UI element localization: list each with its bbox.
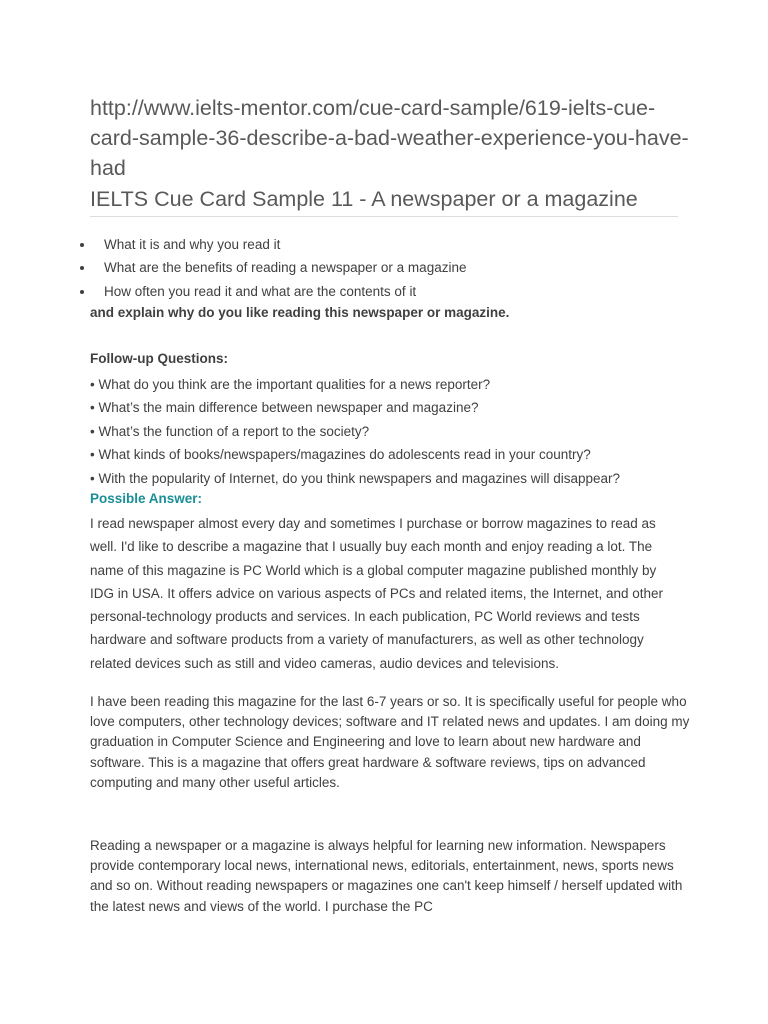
cue-point: What it is and why you read it [80, 233, 466, 256]
followup-question: • What do you think are the important qualities for a news reporter? [90, 377, 491, 392]
followup-questions [90, 373, 620, 490]
answer-paragraph: I read newspaper almost every day and sometimes I purchase or borrow magazines to read as well. I'd like to describe a magazine that I usually buy each month and enjoy reading a lot. The name of this magazine is PC World which is a global computer magazine published monthly by IDG in USA. It offers advice on various aspects of PCs and related items, the Internet, and other personal-technology products and services. In each publication, PC World reviews and tests hardware and software products from a variety of manufacturers, as well as other technology related devices such as still and video cameras, audio devices and televisions. [90, 516, 664, 671]
url-heading: http://www.ielts-mentor.com/cue-card-sample/619-ielts-cue-card-sample-36-describe-a-bad-weather-experience-you-have-had [90, 96, 689, 180]
cue-point: What are the benefits of reading a newspaper or a magazine [80, 256, 466, 279]
answer-paragraph: I have been reading this magazine for the last 6-7 years or so. It is specifically useful for people who love computers, other technology devices; software and IT related news and updates. I am doing my graduation in Computer Science and Engineering and love to learn about new hardware and software. This is a magazine that offers great hardware & software reviews, tips on advanced computing and many other useful articles. [90, 694, 690, 790]
cue-card-points [80, 233, 466, 303]
followup-question: • What kinds of books/newspapers/magazines do adolescents read in your country? [90, 447, 591, 463]
followup-heading: Follow-up Questions: [90, 351, 228, 366]
page-title: IELTS Cue Card Sample 11 - A newspaper or a magazine [90, 184, 678, 217]
possible-answer-heading: Possible Answer: [90, 491, 203, 506]
followup-question: • What’s the function of a report to the society? [90, 423, 370, 439]
followup-question: • With the popularity of Internet, do you think newspapers and magazines will disappear? [90, 470, 621, 486]
cue-point: How often you read it and what are the contents of it [80, 280, 466, 303]
followup-question: • What’s the main difference between newspaper and magazine? [90, 400, 479, 416]
cue-explain-line: and explain why do you like reading this newspaper or magazine. [90, 305, 510, 320]
answer-paragraph: Reading a newspaper or a magazine is always helpful for learning new information. Newspapers provide contemporary local news, international news, editorials, entertainment, news, sports news and so on. Without reading newspapers or magazines one can't keep himself / herself updated with the latest news and views of the world. I purchase the PC [90, 838, 683, 914]
